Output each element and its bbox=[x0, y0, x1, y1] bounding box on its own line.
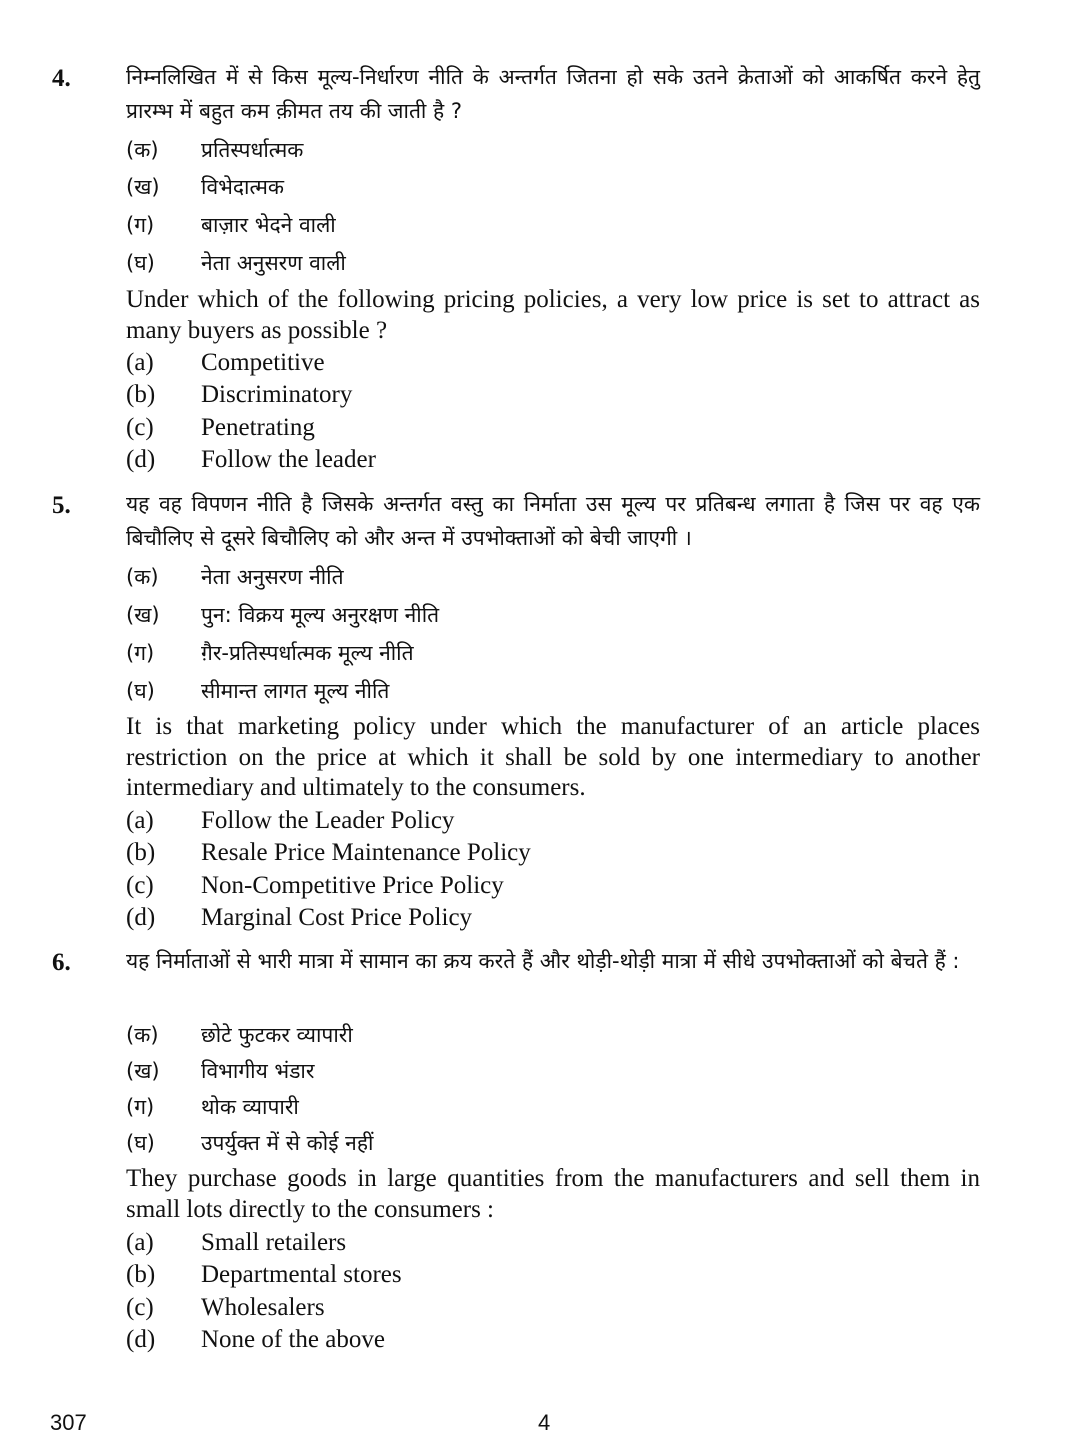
option-key: (a) bbox=[126, 349, 154, 376]
option-hindi-2 bbox=[126, 1054, 314, 1088]
option-text: Follow the leader bbox=[201, 446, 376, 473]
option-text: Departmental stores bbox=[201, 1261, 402, 1288]
option-text: विभागीय भंडार bbox=[201, 1059, 315, 1083]
option-english-b bbox=[126, 838, 531, 868]
question-stem-hindi: निम्नलिखित में से किस मूल्य-निर्धारण नीति के अन्तर्गत जितना हो सके उतने क्रेताओं को आकर्षित करने हेतु प्रारम्भ में बहुत कम क़ीमत तय की जाती है ? bbox=[126, 65, 980, 123]
option-text: प्रतिस्पर्धात्मक bbox=[201, 138, 304, 162]
option-text: Discriminatory bbox=[201, 381, 353, 408]
question-number: 6. bbox=[52, 949, 71, 976]
option-key: (क) bbox=[126, 138, 159, 162]
option-english-d bbox=[126, 445, 376, 475]
question-number: 5. bbox=[52, 492, 71, 519]
option-key: (c) bbox=[126, 1294, 154, 1321]
page-number: 4 bbox=[538, 1410, 551, 1435]
question-number: 4. bbox=[52, 65, 71, 92]
option-key: (ग) bbox=[126, 641, 155, 665]
paper-code: 307 bbox=[50, 1410, 87, 1435]
option-hindi-2 bbox=[126, 598, 439, 632]
option-key: (ख) bbox=[126, 1059, 160, 1083]
option-text: नेता अनुसरण वाली bbox=[201, 251, 346, 275]
option-text: Wholesalers bbox=[201, 1294, 325, 1321]
option-hindi-1 bbox=[126, 133, 303, 167]
option-text: Penetrating bbox=[201, 414, 315, 441]
option-text: सीमान्त लागत मूल्य नीति bbox=[201, 679, 390, 703]
option-key: (c) bbox=[126, 414, 154, 441]
option-text: विभेदात्मक bbox=[201, 175, 285, 199]
option-text: थोक व्यापारी bbox=[201, 1095, 299, 1119]
option-text: नेता अनुसरण नीति bbox=[201, 565, 344, 589]
option-text: Small retailers bbox=[201, 1229, 347, 1256]
option-key: (b) bbox=[126, 839, 156, 866]
option-english-c bbox=[126, 871, 504, 901]
option-hindi-4 bbox=[126, 246, 346, 280]
option-text: उपर्युक्त में से कोई नहीं bbox=[201, 1131, 374, 1155]
option-text: ग़ैर-प्रतिस्पर्धात्मक मूल्य नीति bbox=[201, 641, 414, 665]
option-key: (d) bbox=[126, 904, 156, 931]
option-key: (d) bbox=[126, 446, 156, 473]
option-hindi-3 bbox=[126, 636, 414, 670]
option-key: (ख) bbox=[126, 175, 160, 199]
option-text: Non-Competitive Price Policy bbox=[201, 872, 504, 899]
option-hindi-1 bbox=[126, 560, 344, 594]
option-hindi-3 bbox=[126, 208, 336, 242]
question-stem-english: They purchase goods in large quantities from the manufacturers and sell them in small lots directly to the consumers : bbox=[126, 1165, 980, 1223]
option-key: (a) bbox=[126, 1229, 154, 1256]
option-text: Marginal Cost Price Policy bbox=[201, 904, 473, 931]
option-hindi-4 bbox=[126, 1126, 373, 1160]
option-hindi-3 bbox=[126, 1090, 299, 1124]
question-stem-english: Under which of the following pricing policies, a very low price is set to attract as many buyers as possible ? bbox=[126, 286, 980, 344]
option-key: (c) bbox=[126, 872, 154, 899]
option-key: (b) bbox=[126, 381, 156, 408]
option-key: (ग) bbox=[126, 1095, 155, 1119]
question-stem-hindi: यह वह विपणन नीति है जिसके अन्तर्गत वस्तु का निर्माता उस मूल्य पर प्रतिबन्ध लगाता है जिस पर वह एक बिचौलिए से दूसरे बिचौलिए को और अन्त में उपभोक्ताओं को बेची जाएगी । bbox=[126, 492, 980, 550]
option-key: (क) bbox=[126, 565, 159, 589]
option-key: (घ) bbox=[126, 1131, 155, 1155]
option-text: बाज़ार भेदने वाली bbox=[201, 213, 336, 237]
option-text: पुन: विक्रय मूल्य अनुरक्षण नीति bbox=[201, 603, 440, 627]
option-english-a bbox=[126, 1228, 346, 1258]
option-key: (a) bbox=[126, 807, 154, 834]
option-english-a bbox=[126, 806, 454, 836]
option-key: (घ) bbox=[126, 251, 155, 275]
option-key: (ख) bbox=[126, 603, 160, 627]
option-text: छोटे फुटकर व्यापारी bbox=[201, 1023, 353, 1047]
option-english-d bbox=[126, 1325, 385, 1355]
option-english-c bbox=[126, 413, 315, 443]
option-key: (घ) bbox=[126, 679, 155, 703]
option-key: (क) bbox=[126, 1023, 159, 1047]
option-english-b bbox=[126, 1260, 402, 1290]
option-hindi-4 bbox=[126, 674, 389, 708]
question-stem-hindi: यह निर्माताओं से भारी मात्रा में सामान का क्रय करते हैं और थोड़ी-थोड़ी मात्रा में सीधे उपभोक्ताओं को बेचते हैं : bbox=[126, 949, 960, 973]
option-hindi-1 bbox=[126, 1018, 353, 1052]
option-english-b bbox=[126, 380, 352, 410]
option-english-c bbox=[126, 1293, 325, 1323]
option-text: Competitive bbox=[201, 349, 325, 376]
option-key: (ग) bbox=[126, 213, 155, 237]
option-text: Resale Price Maintenance Policy bbox=[201, 839, 531, 866]
option-english-d bbox=[126, 903, 472, 933]
option-text: None of the above bbox=[201, 1326, 385, 1353]
option-hindi-2 bbox=[126, 170, 284, 204]
option-english-a bbox=[126, 348, 325, 378]
option-text: Follow the Leader Policy bbox=[201, 807, 455, 834]
option-key: (d) bbox=[126, 1326, 156, 1353]
question-stem-english: It is that marketing policy under which the manufacturer of an article places restriction on the price at which it shall be sold by one intermediary to another intermediary and ultimately to the consumers. bbox=[126, 713, 980, 801]
option-key: (b) bbox=[126, 1261, 156, 1288]
